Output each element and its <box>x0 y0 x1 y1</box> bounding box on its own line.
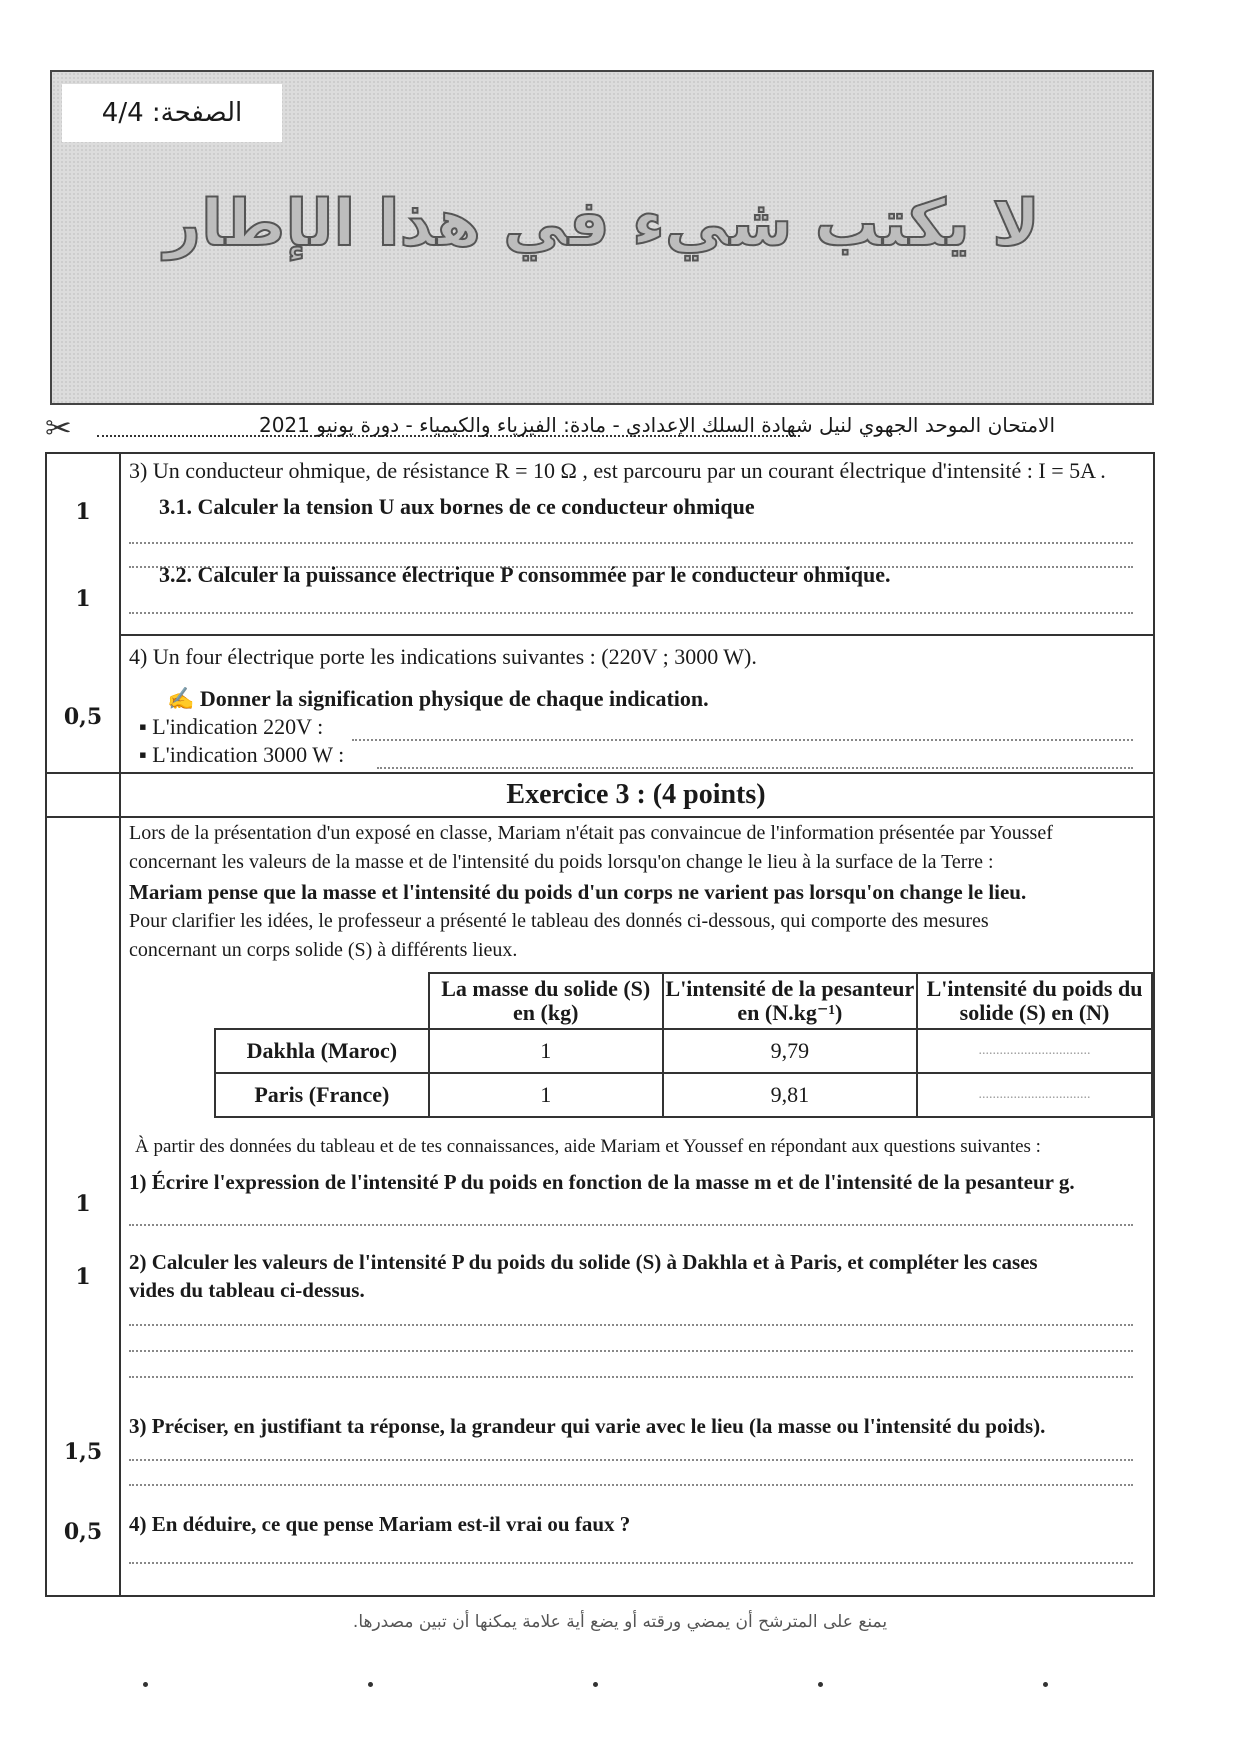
ex3-q4: 4) En déduire, ce que pense Mariam est-il vrai ou faux ? <box>129 1512 631 1536</box>
scissors-icon: ✂ <box>45 410 72 446</box>
header-gravity: L'intensité de la pesanteur en (N.kg⁻¹) <box>663 973 917 1029</box>
answer-line[interactable] <box>377 767 1133 769</box>
exam-title-line <box>45 410 1150 447</box>
q4-item-220v: ▪ L'indication 220V : <box>139 714 324 739</box>
cell-mass: 1 <box>429 1073 663 1117</box>
score-ex3-q1: 1 <box>75 1191 91 1217</box>
answer-line[interactable] <box>129 1324 1133 1326</box>
answer-line[interactable] <box>129 612 1133 614</box>
intro-line: concernant un corps solide (S) à différents lieux. <box>129 939 518 961</box>
intro-line: Pour clarifier les idées, le professeur a présenté le tableau des donnés ci-dessous, qui comporte des mesures <box>129 910 989 932</box>
q4-item-3000w: ▪ L'indication 3000 W : <box>139 742 345 767</box>
cell-mass: 1 <box>429 1029 663 1073</box>
header-mass: La masse du solide (S) en (kg) <box>429 973 663 1029</box>
divider <box>47 772 1153 774</box>
ex3-q3: 3) Préciser, en justifiant ta réponse, la grandeur qui varie avec le lieu (la masse ou l'intensité du poids). <box>129 1414 1046 1438</box>
ex3-q2-line1: 2) Calculer les valeurs de l'intensité P du poids du solide (S) à Dakhla et à Paris, et compléter les cases <box>129 1250 1038 1274</box>
ex3-q2-line2: vides du tableau ci-dessus. <box>129 1278 365 1302</box>
after-table-text: À partir des données du tableau et de tes connaissances, aide Mariam et Youssef en répondant aux questions suivantes : <box>135 1136 1041 1157</box>
registration-mark <box>1043 1682 1048 1687</box>
score-column <box>47 454 121 1595</box>
row-place: Paris (France) <box>215 1073 429 1117</box>
answer-line[interactable] <box>129 1459 1133 1461</box>
exam-title: الامتحان الموحد الجهوي لنيل شهادة السلك الإعدادي - مادة: الفيزياء والكيمياء - دورة يونيو 2021 <box>258 413 1055 437</box>
header-weight: L'intensité du poids du solide (S) en (N) <box>917 973 1152 1029</box>
do-not-write-banner: لا يكتب شيء في هذا الإطار <box>164 187 1040 261</box>
divider <box>119 634 1153 636</box>
score-q3-1: 1 <box>75 499 91 525</box>
answer-line[interactable] <box>129 1562 1133 1564</box>
q4-task: ✍ Donner la signification physique de chaque indication. <box>167 686 709 711</box>
intro-line: Lors de la présentation d'un exposé en classe, Mariam n'était pas convaincue de l'information présentée par Youssef <box>129 822 1053 844</box>
score-ex3-q4: 0,5 <box>63 1519 103 1545</box>
intro-line: concernant les valeurs de la masse et de l'intensité du poids lorsqu'on change le lieu à la surface de la Terre : <box>129 851 994 873</box>
q3-2: 3.2. Calculer la puissance électrique P consommée par le conducteur ohmique. <box>159 562 891 587</box>
answer-line[interactable] <box>129 1484 1133 1486</box>
score-q3-2: 1 <box>75 586 91 612</box>
row-place: Dakhla (Maroc) <box>215 1029 429 1073</box>
intro-line-bold: Mariam pense que la masse et l'intensité du poids d'un corps ne varient pas lorsqu'on change le lieu. <box>129 880 1027 904</box>
answer-line[interactable] <box>129 1376 1133 1378</box>
score-q4: 0,5 <box>63 704 103 730</box>
table-corner <box>215 973 429 1029</box>
q4-intro: 4) Un four électrique porte les indications suivantes : (220V ; 3000 W). <box>129 644 757 669</box>
answer-line[interactable] <box>129 1350 1133 1352</box>
registration-mark <box>593 1682 598 1687</box>
q3-1: 3.1. Calculer la tension U aux bornes de ce conducteur ohmique <box>159 494 755 519</box>
cell-weight-blank[interactable]: ................................ <box>917 1029 1152 1073</box>
footer-note: يمنع على المترشح أن يمضي ورقته أو يضع أية علامة يمكنها أن تبين مصدرها. <box>352 1612 888 1632</box>
exercise-3-title: Exercice 3 : (4 points) <box>506 779 766 810</box>
ex3-q1: 1) Écrire l'expression de l'intensité P du poids en fonction de la masse m et de l'intensité de la pesanteur g. <box>129 1170 1075 1194</box>
registration-mark <box>368 1682 373 1687</box>
cell-weight-blank[interactable]: ................................ <box>917 1073 1152 1117</box>
do-not-write-frame <box>50 70 1154 405</box>
answer-line[interactable] <box>129 542 1133 544</box>
registration-mark <box>143 1682 148 1687</box>
registration-mark <box>818 1682 823 1687</box>
data-table <box>214 972 1153 1118</box>
page-number: الصفحة: 4/4 <box>62 84 282 142</box>
score-ex3-q3: 1,5 <box>63 1439 103 1465</box>
q3-intro: 3) Un conducteur ohmique, de résistance R = 10 Ω , est parcouru par un courant électrique d'intensité : I = 5A . <box>129 458 1106 483</box>
cell-gravity: 9,79 <box>663 1029 917 1073</box>
answer-line[interactable] <box>352 739 1133 741</box>
answer-line[interactable] <box>129 1224 1133 1226</box>
cell-gravity: 9,81 <box>663 1073 917 1117</box>
divider <box>47 816 1153 818</box>
exam-sheet <box>45 452 1155 1597</box>
score-ex3-q2: 1 <box>75 1264 91 1290</box>
